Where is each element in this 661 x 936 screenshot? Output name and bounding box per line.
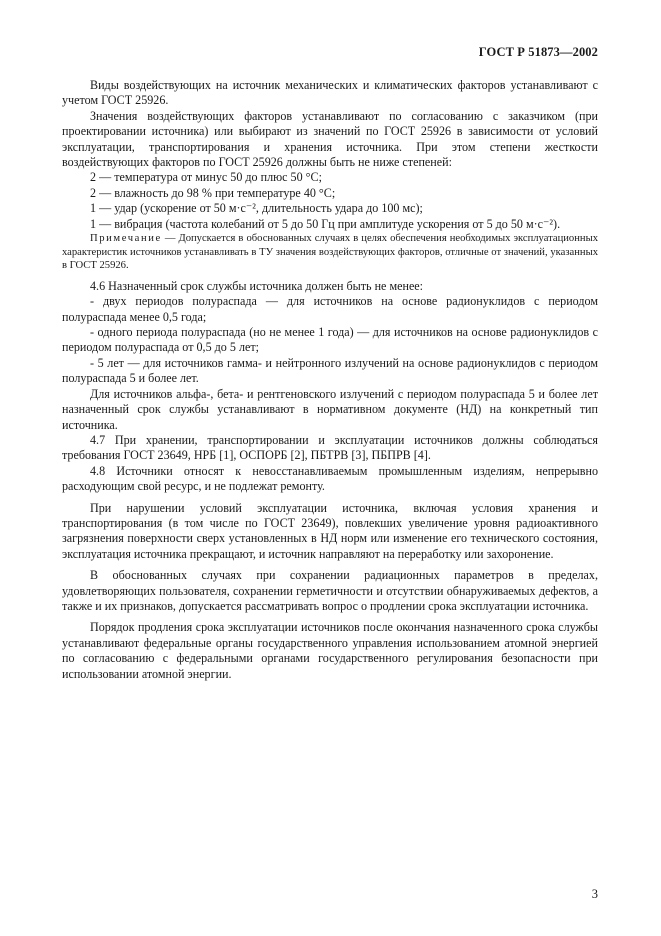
- note-label: Примечание: [90, 233, 162, 245]
- paragraph: Порядок продления срока эксплуатации источников после окончания назначенного срока службы устанавливают федеральные органы государственного управления использованием атомной энергией по согласованию с федеральными органами государственного регулирования безопасности при использовании атомной энергии.: [62, 620, 598, 681]
- paragraph: При нарушении условий эксплуатации источника, включая условия хранения и транспортирования (в том числе по ГОСТ 23649), повлекших увеличение уровня радиоактивного загрязнения поверхности сверх установленных в НД норм или изменение его технического состояния, эксплуатация источника прекращают, и источник направляют на переработку или захоронение.: [62, 500, 598, 561]
- paragraph: Для источников альфа-, бета- и рентгеновского излучений с периодом полураспада 5 и более лет назначенный срок службы устанавливают в нормативном документе (НД) на конкретный тип источника.: [62, 386, 598, 432]
- paragraph: В обоснованных случаях при сохранении радиационных параметров в пределах, удовлетворяющих пользователя, сохранении герметичности и отсутствии обнаруживаемых дефектов, а также и их признаков, допускается рассматривать вопрос о продлении срока эксплуатации источника.: [62, 568, 598, 613]
- paragraph: Виды воздействующих на источник механических и климатических факторов устанавливают с учетом ГОСТ 25926.: [62, 78, 598, 108]
- clause-4-6: 4.6 Назначенный срок службы источника должен быть не менее:: [90, 278, 424, 293]
- note-text: — Допускается в обоснованных случаях в целях обеспечения необходимых эксплуатационных характеристик источников устанавливать в ТУ значения воздействующих факторов, отличные от значений, указанных в ГОСТ 25926.: [62, 233, 598, 272]
- list-item: - 5 лет — для источников гамма- и нейтронного излучений на основе радионуклидов с периодом полураспада 5 и более лет.: [62, 355, 598, 386]
- list-item: 2 — влажность до 98 % при температуре 40 °С;: [90, 185, 336, 200]
- list-item: 1 — удар (ускорение от 50 м·с⁻², длительность удара до 100 мс);: [90, 201, 423, 216]
- paragraph: Значения воздействующих факторов устанавливают по согласованию с заказчиком (при проектировании источника) или выбирают из значений по ГОСТ 25926 в зависимости от условий эксплуатации, транспортирования и хранения источника. При этом степени жесткости воздействующих факторов по ГОСТ 25926 должны быть не ниже степеней:: [62, 108, 598, 170]
- list-item: - одного периода полураспада (но не менее 1 года) — для источников на основе радионуклидов с периодом полураспада от 0,5 до 5 лет;: [62, 325, 598, 355]
- clause-4-7: 4.7 При хранении, транспортировании и эксплуатации источников должны соблюдаться требования ГОСТ 23649, НРБ [1], ОСПОРБ [2], ПБТРВ [3], ПБПРВ [4].: [62, 432, 598, 463]
- clause-4-8: 4.8 Источники относят к невосстанавливаемым промышленным изделиям, непрерывно расходующим свой ресурс, и не подлежат ремонту.: [62, 463, 598, 494]
- note: [62, 232, 598, 273]
- document-body: [62, 78, 598, 682]
- list-item: 1 — вибрация (частота колебаний от 5 до 50 Гц при амплитуде ускорения от 5 до 50 м·с⁻²).: [90, 216, 561, 231]
- document-header: ГОСТ Р 51873—2002: [478, 45, 598, 59]
- list-item: 2 — температура от минус 50 до плюс 50 °С;: [90, 170, 322, 185]
- list-item: - двух периодов полураспада — для источников на основе радионуклидов с периодом полураспада менее 0,5 года;: [62, 294, 598, 324]
- page-number: 3: [591, 887, 598, 901]
